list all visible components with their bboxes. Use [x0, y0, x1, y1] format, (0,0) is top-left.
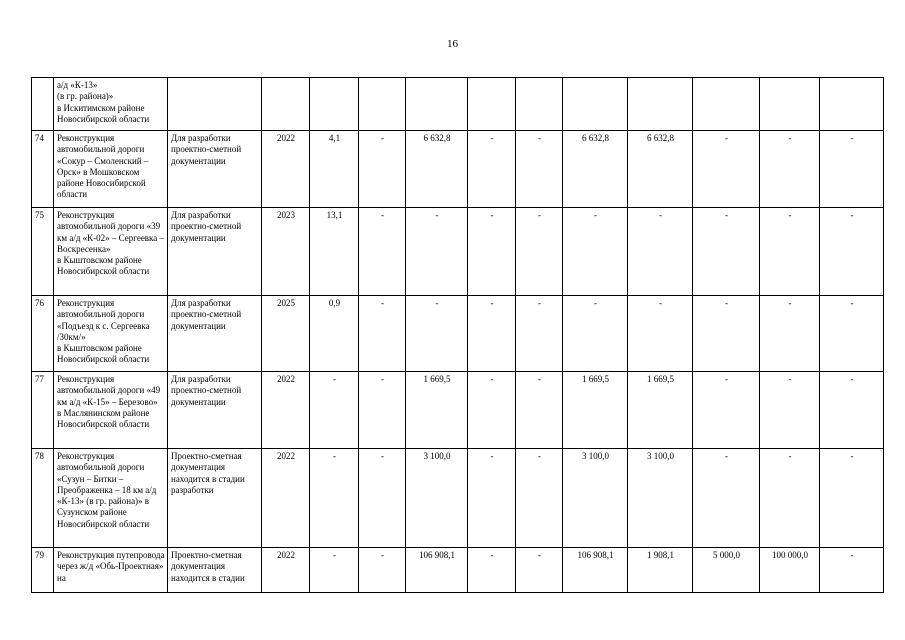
table-row-continuation: [32, 78, 884, 131]
cell-value: -: [468, 208, 516, 296]
cell-value: -: [516, 131, 563, 208]
cell-value: -: [359, 131, 406, 208]
cell-value: -: [468, 296, 516, 372]
cell-length: [310, 78, 359, 131]
cell-purpose: Для разработки проектно-сметной документации: [168, 372, 262, 449]
cell-name: Реконструкция автомобильной дороги «49 км а/д «К-15» – Березово» в Маслянинском районе Новосибирской области: [54, 372, 168, 449]
cell-value: -: [628, 296, 693, 372]
cell-value: -: [760, 296, 820, 372]
cell-value: 3 100,0: [563, 449, 628, 548]
cell-year: 2025: [262, 296, 310, 372]
table-row: [32, 296, 884, 372]
table-row: [32, 131, 884, 208]
cell-name: Реконструкция автомобильной дороги «Подъезд к с. Сергеевка /30км/» в Кыштовском районе Новосибирской области: [54, 296, 168, 372]
cell-value: [516, 78, 563, 131]
cell-value: -: [516, 296, 563, 372]
cell-value: -: [468, 372, 516, 449]
cell-length: -: [310, 449, 359, 548]
cell-length: -: [310, 372, 359, 449]
cell-value: -: [820, 548, 884, 593]
cell-value: -: [693, 208, 760, 296]
cell-value: [820, 78, 884, 131]
cell-value: -: [468, 548, 516, 593]
cell-name: Реконструкция путепровода через ж/д «Обь-Проектная» на: [54, 548, 168, 593]
table-row: [32, 372, 884, 449]
cell-value: -: [468, 131, 516, 208]
cell-value: -: [820, 208, 884, 296]
cell-name: Реконструкция автомобильной дороги «39 км а/д «К-02» – Сергеевка – Воскресенка» в Кыштовском районе Новосибирской области: [54, 208, 168, 296]
cell-value: [563, 78, 628, 131]
roads-table: [31, 77, 884, 593]
cell-year: 2023: [262, 208, 310, 296]
cell-value: -: [359, 296, 406, 372]
cell-value: [468, 78, 516, 131]
cell-year: 2022: [262, 372, 310, 449]
cell-num: 77: [32, 372, 54, 449]
table-row: [32, 208, 884, 296]
cell-value: [693, 78, 760, 131]
cell-value: -: [359, 548, 406, 593]
cell-value: 1 669,5: [406, 372, 468, 449]
cell-value: -: [516, 372, 563, 449]
cell-value: -: [693, 296, 760, 372]
cell-num: 75: [32, 208, 54, 296]
cell-value: 100 000,0: [760, 548, 820, 593]
cell-value: -: [693, 131, 760, 208]
cell-value: 1 908,1: [628, 548, 693, 593]
cell-value: -: [359, 449, 406, 548]
cell-value: [406, 78, 468, 131]
cell-num: 74: [32, 131, 54, 208]
cell-value: -: [516, 208, 563, 296]
cell-purpose: Для разработки проектно-сметной документации: [168, 131, 262, 208]
cell-length: 13,1: [310, 208, 359, 296]
cell-name: Реконструкция автомобильной дороги «Сокур – Смоленский – Орск» в Мошковском районе Новосибирской области: [54, 131, 168, 208]
cell-name: а/д «К-13» (в гр. района)» в Искитимском районе Новосибирской области: [54, 78, 168, 131]
cell-year: 2022: [262, 449, 310, 548]
cell-value: -: [820, 131, 884, 208]
cell-value: -: [760, 372, 820, 449]
cell-value: -: [406, 296, 468, 372]
cell-value: -: [563, 296, 628, 372]
cell-purpose: Для разработки проектно-сметной документации: [168, 208, 262, 296]
cell-value: [628, 78, 693, 131]
cell-purpose: Проектно-сметная документация находится в стадии: [168, 548, 262, 593]
cell-value: -: [628, 208, 693, 296]
cell-value: [359, 78, 406, 131]
cell-value: -: [468, 449, 516, 548]
cell-length: -: [310, 548, 359, 593]
table-row: [32, 548, 884, 593]
cell-name: Реконструкция автомобильной дороги «Сузун – Битки – Преображенка – 18 км а/д «К-13» (в гр. района)» в Сузунском районе Новосибирской области: [54, 449, 168, 548]
cell-value: 6 632,8: [563, 131, 628, 208]
cell-value: -: [406, 208, 468, 296]
cell-num: 79: [32, 548, 54, 593]
cell-value: -: [760, 131, 820, 208]
cell-value: 106 908,1: [406, 548, 468, 593]
page-number: 16: [447, 38, 458, 50]
cell-value: 6 632,8: [628, 131, 693, 208]
cell-value: -: [820, 449, 884, 548]
cell-value: -: [563, 208, 628, 296]
table-row: [32, 449, 884, 548]
cell-value: -: [760, 449, 820, 548]
cell-value: -: [693, 449, 760, 548]
cell-value: -: [516, 548, 563, 593]
cell-value: -: [359, 372, 406, 449]
cell-value: -: [693, 372, 760, 449]
cell-year: 2022: [262, 131, 310, 208]
cell-value: 106 908,1: [563, 548, 628, 593]
cell-value: 1 669,5: [563, 372, 628, 449]
cell-value: 3 100,0: [628, 449, 693, 548]
cell-year: [262, 78, 310, 131]
cell-value: -: [359, 208, 406, 296]
cell-length: 0,9: [310, 296, 359, 372]
cell-purpose: [168, 78, 262, 131]
cell-value: 5 000,0: [693, 548, 760, 593]
cell-value: -: [820, 372, 884, 449]
cell-value: -: [760, 208, 820, 296]
cell-value: -: [516, 449, 563, 548]
cell-value: 6 632,8: [406, 131, 468, 208]
cell-value: 3 100,0: [406, 449, 468, 548]
cell-value: [760, 78, 820, 131]
cell-purpose: Проектно-сметная документация находится в стадии разработки: [168, 449, 262, 548]
cell-num: [32, 78, 54, 131]
cell-year: 2022: [262, 548, 310, 593]
cell-purpose: Для разработки проектно-сметной документации: [168, 296, 262, 372]
cell-value: 1 669,5: [628, 372, 693, 449]
cell-num: 76: [32, 296, 54, 372]
cell-length: 4,1: [310, 131, 359, 208]
cell-num: 78: [32, 449, 54, 548]
cell-value: -: [820, 296, 884, 372]
